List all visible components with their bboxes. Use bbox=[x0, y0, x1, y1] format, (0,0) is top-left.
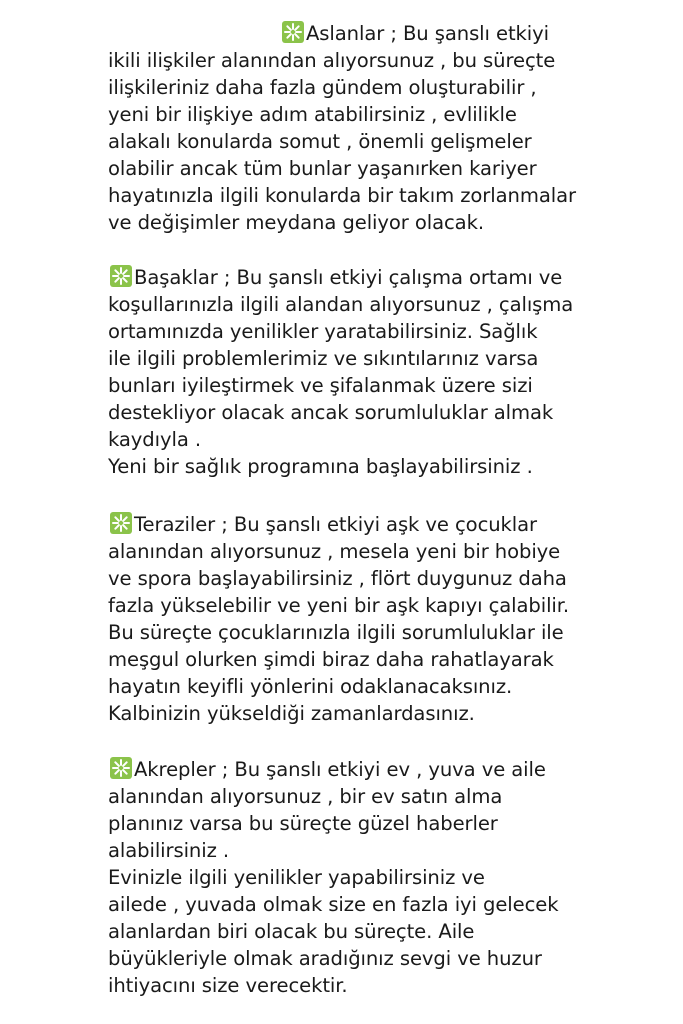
text-line: Kalbinizin yükseldiği zamanlardasınız. bbox=[108, 702, 475, 725]
line-text: Başaklar ; Bu şanslı etkiyi çalışma ortamı ve bbox=[134, 266, 563, 289]
text-line: meşgul olurken şimdi biraz daha rahatlayarak bbox=[108, 648, 554, 671]
text-line: ilişkileriniz daha fazla gündem oluşturabilir , bbox=[108, 76, 537, 99]
text-line: olabilir ancak tüm bunlar yaşanırken kariyer bbox=[108, 157, 537, 180]
section-first-line bbox=[110, 756, 546, 783]
text-line: alabilirsiniz . bbox=[108, 839, 230, 862]
text-line: alakalı konularda somut , önemli gelişmeler bbox=[108, 130, 532, 153]
sparkle-icon bbox=[110, 757, 132, 779]
text-line: Evinizle ilgili yenilikler yapabilirsiniz ve bbox=[108, 866, 485, 889]
section-first-line bbox=[282, 20, 549, 47]
text-line: ve değişimler meydana geliyor olacak. bbox=[108, 211, 484, 234]
text-line: Bu süreçte çocuklarınızla ilgili sorumluluklar ile bbox=[108, 621, 564, 644]
line-text: Akrepler ; Bu şanslı etkiyi ev , yuva ve aile bbox=[134, 758, 546, 781]
text-line: destekliyor olacak ancak sorumluluklar almak bbox=[108, 401, 554, 424]
sparkle-icon bbox=[282, 21, 304, 43]
text-line: ortamınızda yenilikler yaratabilirsiniz. Sağlık bbox=[108, 320, 538, 343]
text-line: hayatın keyifli yönlerini odaklanacaksınız. bbox=[108, 675, 513, 698]
sparkle-icon bbox=[110, 265, 132, 287]
text-line: alanlardan biri olacak bu süreçte. Aile bbox=[108, 920, 475, 943]
section-first-line bbox=[110, 511, 537, 538]
text-line: fazla yükselebilir ve yeni bir aşk kapıyı çalabilir. bbox=[108, 594, 570, 617]
line-text: Aslanlar ; Bu şanslı etkiyi bbox=[306, 22, 549, 45]
text-line: hayatınızla ilgili konularda bir takım zorlanmalar bbox=[108, 184, 576, 207]
text-line: ihtiyacını size verecektir. bbox=[108, 974, 348, 997]
text-line: ile ilgili problemlerimiz ve sıkıntılarınız varsa bbox=[108, 347, 539, 370]
text-line: planınız varsa bu süreçte güzel haberler bbox=[108, 812, 498, 835]
line-text: Teraziler ; Bu şanslı etkiyi aşk ve çocuklar bbox=[134, 513, 538, 536]
text-line: yeni bir ilişkiye adım atabilirsiniz , evlilikle bbox=[108, 103, 517, 126]
text-line: alanından alıyorsunuz , bir ev satın alma bbox=[108, 785, 503, 808]
text-line: koşullarınızla ilgili alandan alıyorsunuz , çalışma bbox=[108, 293, 574, 316]
section-first-line bbox=[110, 264, 562, 291]
text-line: büyükleriyle olmak aradığınız sevgi ve huzur bbox=[108, 947, 542, 970]
text-line: ailede , yuvada olmak size en fazla iyi gelecek bbox=[108, 893, 559, 916]
text-line: kaydıyla . bbox=[108, 428, 201, 451]
text-line: bunları iyileştirmek ve şifalanmak üzere sizi bbox=[108, 374, 533, 397]
sparkle-icon bbox=[110, 512, 132, 534]
text-line: alanından alıyorsunuz , mesela yeni bir hobiye bbox=[108, 540, 561, 563]
text-line: Yeni bir sağlık programına başlayabilirsiniz . bbox=[108, 455, 533, 478]
text-line: ve spora başlayabilirsiniz , flört duygunuz daha bbox=[108, 567, 567, 590]
text-line: ikili ilişkiler alanından alıyorsunuz , bu süreçte bbox=[108, 49, 556, 72]
